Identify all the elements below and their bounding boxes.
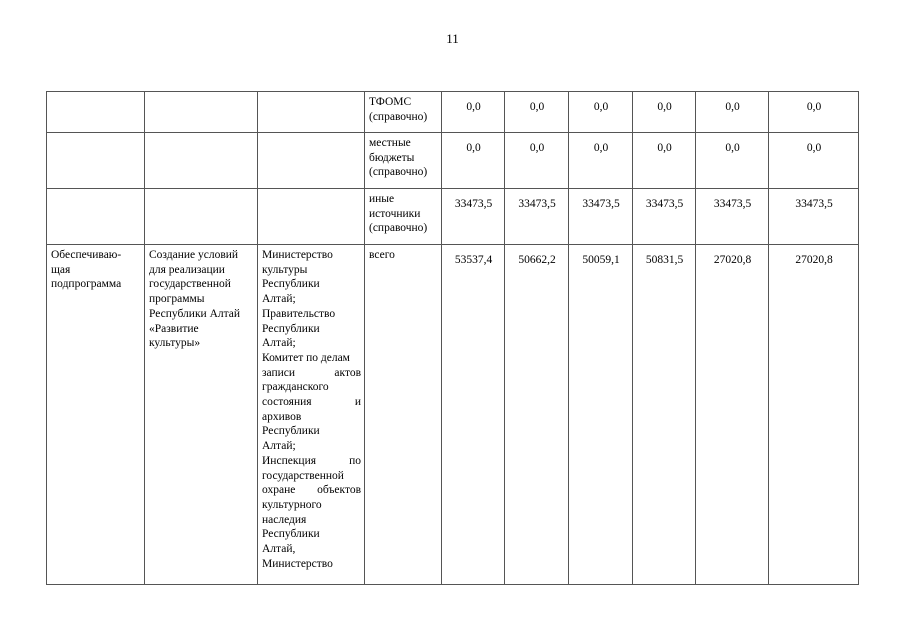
- goal-cell: [145, 245, 258, 585]
- executor-text: состояния и: [262, 396, 361, 409]
- goal-text: Создание условий: [149, 249, 239, 261]
- executor-text: Республики: [262, 278, 320, 291]
- funding-source-text: источники: [369, 207, 421, 220]
- table-row: [47, 245, 859, 585]
- executors-cell: [258, 189, 365, 245]
- funding-source-text: местные: [369, 137, 411, 149]
- executor-text: Комитет по делам: [262, 351, 350, 364]
- value-cell: 0,0: [633, 92, 696, 133]
- status-cell: [47, 245, 145, 585]
- value-cell: 53537,4: [442, 245, 505, 585]
- value-cell: 33473,5: [769, 189, 859, 245]
- funding-source-cell: [365, 245, 442, 585]
- value-cell: 50662,2: [505, 245, 569, 585]
- value-cell: 33473,5: [633, 189, 696, 245]
- value-cell: 0,0: [505, 133, 569, 189]
- value-cell: 0,0: [633, 133, 696, 189]
- executor-text: Алтай,: [262, 543, 296, 556]
- value-cell: 33473,5: [505, 189, 569, 245]
- executor-text: культуры: [262, 263, 308, 276]
- value-cell: 0,0: [769, 92, 859, 133]
- funding-source-text: ТФОМС: [369, 96, 412, 108]
- goal-text: для реализации: [149, 263, 225, 276]
- table-row: [47, 133, 859, 189]
- executor-text: записи актов: [262, 366, 361, 379]
- goal-text: программы: [149, 293, 205, 306]
- value-cell: 0,0: [442, 133, 505, 189]
- funding-source-text: (справочно): [369, 166, 428, 179]
- executor-text: Республики: [262, 322, 320, 335]
- value-cell: 50059,1: [569, 245, 633, 585]
- executor-text: культурного: [262, 498, 322, 511]
- value-cell: 27020,8: [769, 245, 859, 585]
- executor-text: Алтай;: [262, 337, 296, 350]
- executor-text: Алтай;: [262, 293, 296, 306]
- executor-text: наследия: [262, 513, 307, 526]
- value-cell: 0,0: [569, 92, 633, 133]
- value-cell: 50831,5: [633, 245, 696, 585]
- status-cell: [47, 92, 145, 133]
- executors-cell: [258, 245, 365, 585]
- status-text: щая: [51, 263, 71, 276]
- goal-text: Республики Алтай: [149, 307, 241, 320]
- executor-text: Алтай;: [262, 440, 296, 453]
- goal-cell: [145, 189, 258, 245]
- table-row: [47, 189, 859, 245]
- value-cell: 0,0: [696, 92, 769, 133]
- goal-cell: [145, 133, 258, 189]
- executor-text: Министерство: [262, 249, 333, 261]
- executor-text: государственной: [262, 469, 344, 482]
- executor-text: Инспекция по: [262, 454, 361, 467]
- funding-source-cell: [365, 189, 442, 245]
- status-cell: [47, 189, 145, 245]
- funding-source-text: (справочно): [369, 222, 428, 235]
- value-cell: 33473,5: [696, 189, 769, 245]
- funding-source-cell: [365, 92, 442, 133]
- goal-cell: [145, 92, 258, 133]
- value-cell: 0,0: [505, 92, 569, 133]
- executor-text: архивов: [262, 410, 302, 423]
- funding-source-text: бюджеты: [369, 151, 415, 164]
- executor-text: Правительство: [262, 307, 336, 320]
- funding-source-text: всего: [369, 249, 395, 261]
- goal-text: культуры»: [149, 337, 201, 350]
- goal-text: «Развитие: [149, 322, 199, 335]
- executor-text: гражданского: [262, 381, 329, 394]
- executors-cell: [258, 92, 365, 133]
- value-cell: 33473,5: [569, 189, 633, 245]
- budget-table: [46, 91, 859, 585]
- status-text: Обеспечиваю-: [51, 249, 122, 261]
- funding-source-cell: [365, 133, 442, 189]
- table-body: [47, 92, 859, 585]
- value-cell: 0,0: [569, 133, 633, 189]
- value-cell: 0,0: [442, 92, 505, 133]
- value-cell: 27020,8: [696, 245, 769, 585]
- value-cell: 0,0: [769, 133, 859, 189]
- executor-text: Министерство: [262, 557, 333, 570]
- status-text: подпрограмма: [51, 278, 122, 291]
- executor-text: Республики: [262, 425, 320, 438]
- value-cell: 0,0: [696, 133, 769, 189]
- status-cell: [47, 133, 145, 189]
- value-cell: 33473,5: [442, 189, 505, 245]
- table-row: [47, 92, 859, 133]
- goal-text: государственной: [149, 278, 231, 291]
- funding-source-text: (справочно): [369, 110, 428, 123]
- funding-source-text: иные: [369, 193, 395, 205]
- executor-text: Республики: [262, 528, 320, 541]
- executor-text: охране объектов: [262, 484, 361, 497]
- page-number: 11: [446, 31, 459, 46]
- executors-cell: [258, 133, 365, 189]
